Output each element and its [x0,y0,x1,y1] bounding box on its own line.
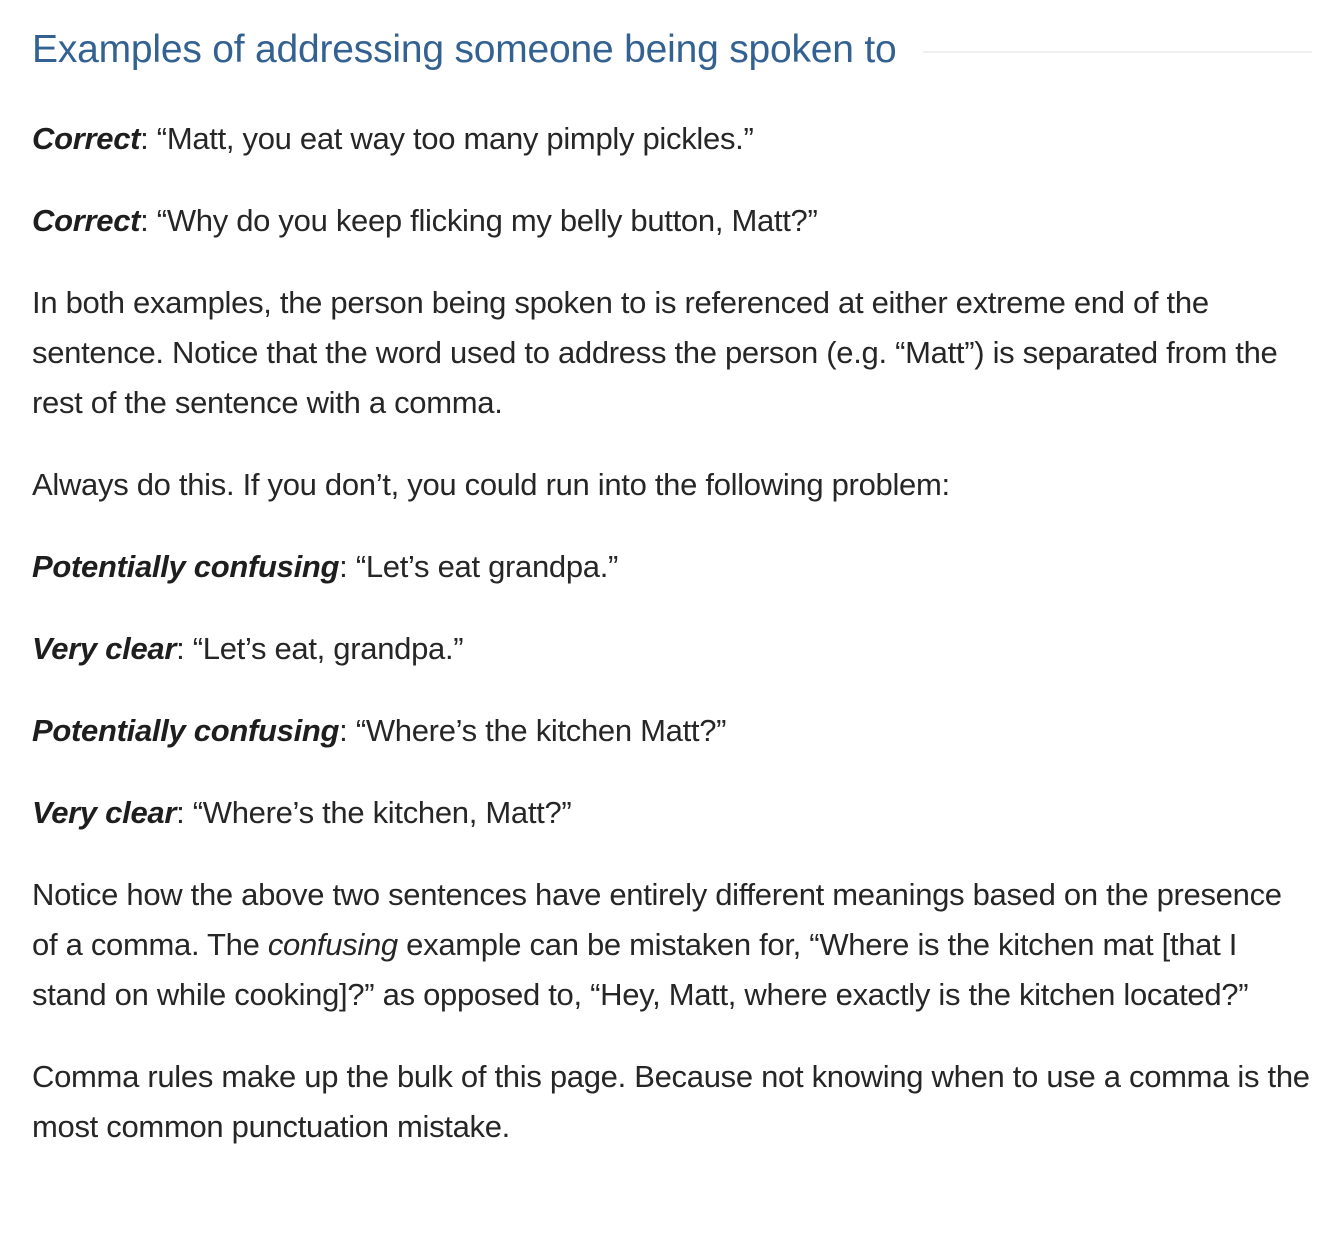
example-label: Correct [32,203,141,238]
section-header [32,0,1312,100]
example-separator: : [176,631,193,666]
closing-paragraph: Comma rules make up the bulk of this page. Because not knowing when to use a comma is the most common punctuation mistake. [32,1059,1310,1144]
example-text: “Let’s eat, grandpa.” [192,631,464,666]
section-heading: Examples of addressing someone being spoken to [32,28,897,71]
explanation-paragraph: In both examples, the person being spoken to is referenced at either extreme end of the sentence. Notice that the word used to address the person (e.g. “Matt”) is separated from the rest of the sentence with a comma. [32,285,1278,420]
example-separator: : [339,549,356,584]
always-paragraph: Always do this. If you don’t, you could run into the following problem: [32,467,950,502]
example-label: Correct [32,121,141,156]
example-separator: : [140,121,157,156]
notice-text-after: example can be mistaken for, “Where is the kitchen mat [that I stand on while cooking]?” as opposed to, “Hey, Matt, where exactly is the kitchen located?” [32,927,1249,1012]
example-confusing-1 [32,542,1312,592]
example-clear-2 [32,788,1312,838]
example-text: “Where’s the kitchen Matt?” [355,713,727,748]
example-text: “Why do you keep flicking my belly button, Matt?” [156,203,818,238]
example-text: “Where’s the kitchen, Matt?” [192,795,572,830]
example-text: “Let’s eat grandpa.” [355,549,619,584]
example-correct-2 [32,196,1312,246]
example-text: “Matt, you eat way too many pimply pickles.” [156,121,754,156]
notice-text-before: Notice how the above two sentences have entirely different meanings based on the presence of a comma. The [32,877,1282,962]
heading-divider [923,51,1312,53]
example-label: Very clear [32,631,177,666]
example-clear-1 [32,624,1312,674]
example-confusing-2 [32,706,1312,756]
notice-emphasis: confusing [267,927,398,962]
notice-paragraph [32,870,1312,1020]
example-separator: : [339,713,356,748]
example-separator: : [140,203,157,238]
example-label: Potentially confusing [32,549,340,584]
example-label: Very clear [32,795,177,830]
example-separator: : [176,795,193,830]
example-label: Potentially confusing [32,713,340,748]
example-correct-1 [32,114,1312,164]
